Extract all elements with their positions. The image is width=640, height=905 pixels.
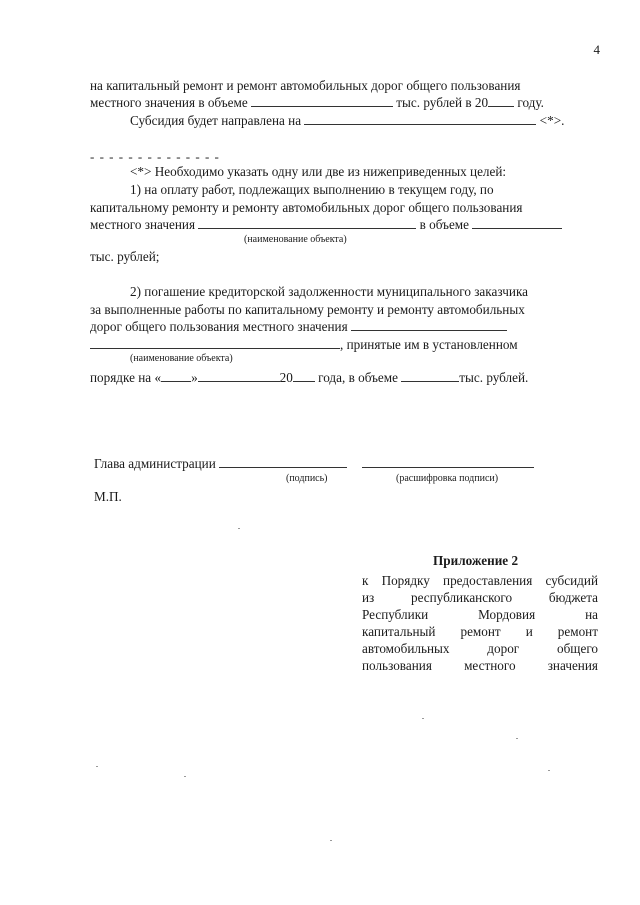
object-name-caption-2: (наименование объекта) bbox=[130, 353, 233, 364]
appendix-title: Приложение 2 bbox=[433, 553, 519, 568]
order-label: порядке на « bbox=[90, 370, 162, 385]
object-name-caption-1: (наименование объекта) bbox=[244, 234, 347, 245]
volume-label: местного значения в объеме bbox=[90, 95, 248, 110]
appendix-line: к Порядку предоставления субсидий bbox=[362, 573, 598, 588]
item1-line-4: тыс. рублей; bbox=[90, 249, 160, 264]
object-blank-2b[interactable] bbox=[90, 337, 340, 349]
appendix-text bbox=[362, 572, 598, 674]
volume-label-2: в объеме bbox=[419, 217, 469, 232]
body-line-1: на капитальный ремонт и ремонт автомобильных дорог общего пользования bbox=[90, 78, 521, 93]
scan-speck bbox=[184, 776, 186, 777]
day-blank[interactable] bbox=[161, 370, 191, 382]
body-line-2 bbox=[90, 95, 544, 111]
scan-speck bbox=[516, 738, 518, 739]
decode-caption: (расшифровка подписи) bbox=[396, 473, 499, 484]
item2-line-2: за выполненные работы по капитальному ремонту и ремонту автомобильных bbox=[90, 302, 525, 317]
item2-line-1: 2) погашение кредиторской задолженности муниципального заказчика bbox=[130, 284, 529, 299]
page-number: 4 bbox=[593, 42, 600, 57]
item2-line-3 bbox=[90, 319, 507, 335]
year-label: году. bbox=[517, 95, 544, 110]
item2-line-5 bbox=[90, 370, 528, 386]
year-blank-2[interactable] bbox=[293, 370, 315, 382]
volume-blank-3[interactable] bbox=[401, 370, 459, 382]
thousand-rubles-label: тыс. рублей в 20 bbox=[396, 95, 489, 110]
subsidy-direction-label: Субсидия будет направлена на bbox=[130, 113, 302, 128]
accepted-label: , принятые им в установленном bbox=[340, 337, 518, 352]
volume-blank[interactable] bbox=[251, 95, 393, 107]
object-blank-2a[interactable] bbox=[351, 319, 507, 331]
roads-label: дорог общего пользования местного значения bbox=[90, 319, 348, 334]
month-blank[interactable] bbox=[198, 370, 280, 382]
footnote-separator: - - - - - - - - - - - - - - bbox=[90, 149, 220, 164]
appendix-line: Республики Мордовия на bbox=[362, 607, 598, 622]
footnote-ref: <*>. bbox=[539, 113, 565, 128]
quote-close: » bbox=[191, 370, 198, 385]
year-prefix: 20 bbox=[279, 370, 293, 385]
signature-caption: (подпись) bbox=[286, 473, 328, 484]
object-name-blank[interactable] bbox=[198, 217, 416, 229]
appendix-line: пользования местного значения bbox=[362, 658, 598, 673]
thousand-rubles-end: тыс. рублей. bbox=[459, 370, 529, 385]
scan-speck bbox=[330, 840, 332, 841]
volume-blank-2[interactable] bbox=[472, 217, 562, 229]
appendix-line: из республиканского бюджета bbox=[362, 590, 598, 605]
appendix-line: автомобильных дорог общего bbox=[362, 641, 598, 656]
signature-blank[interactable] bbox=[219, 456, 347, 468]
item1-line-1: 1) на оплату работ, подлежащих выполнению в текущем году, по bbox=[130, 182, 494, 197]
appendix-line: капитальный ремонт и ремонт bbox=[362, 624, 598, 639]
signature-line bbox=[94, 456, 534, 472]
head-label: Глава администрации bbox=[94, 456, 216, 471]
item1-line-2: капитальному ремонту и ремонту автомобильных дорог общего пользования bbox=[90, 200, 523, 215]
scan-speck bbox=[96, 766, 98, 767]
scan-speck bbox=[548, 770, 550, 771]
item2-line-4 bbox=[90, 337, 518, 353]
year-volume-label: года, в объеме bbox=[318, 370, 398, 385]
scan-speck bbox=[238, 528, 240, 529]
body-line-3 bbox=[130, 113, 564, 129]
subsidy-purpose-blank[interactable] bbox=[304, 113, 536, 125]
scan-speck bbox=[422, 718, 424, 719]
stamp-label: М.П. bbox=[94, 489, 122, 504]
footnote-intro: <*> Необходимо указать одну или две из нижеприведенных целей: bbox=[130, 164, 507, 179]
item1-line-3 bbox=[90, 217, 562, 233]
year-blank[interactable] bbox=[488, 95, 514, 107]
decode-blank[interactable] bbox=[362, 456, 534, 468]
local-value-label: местного значения bbox=[90, 217, 196, 232]
